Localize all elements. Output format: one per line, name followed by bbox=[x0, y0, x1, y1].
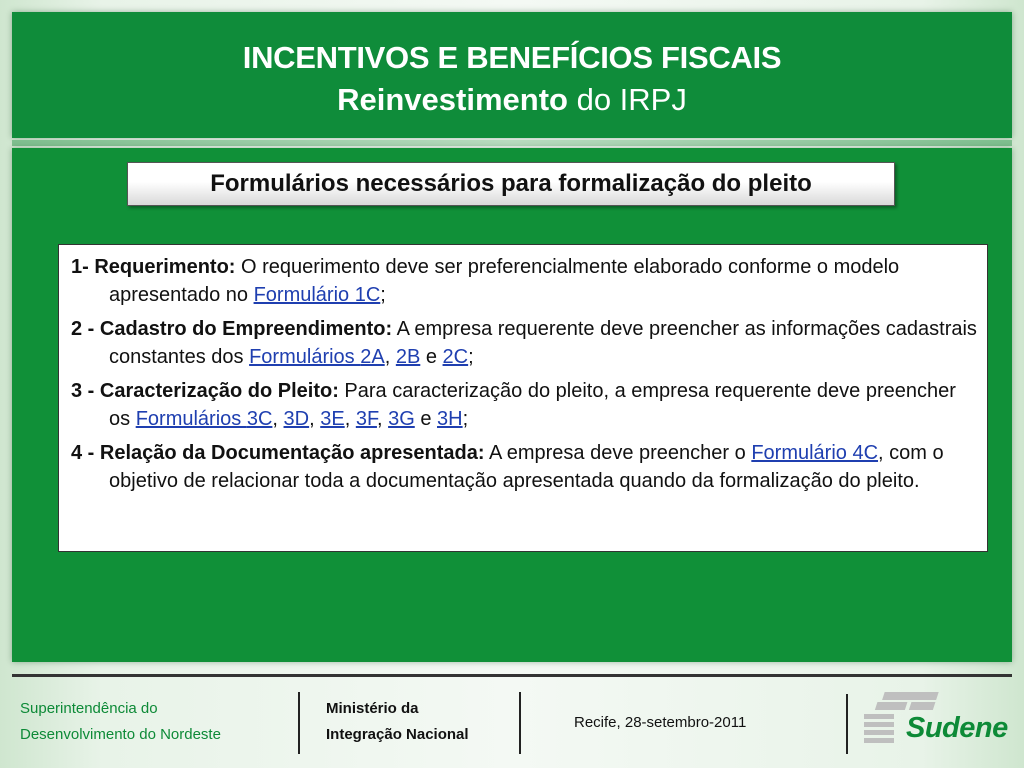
org-name bbox=[20, 696, 221, 748]
link-separator: , bbox=[376, 408, 389, 430]
link-separator: e bbox=[420, 346, 443, 368]
item-list bbox=[71, 253, 977, 501]
list-item-cadastro bbox=[71, 315, 977, 371]
item-text-end: ; bbox=[380, 284, 386, 306]
link-formulario-2c[interactable]: 2C bbox=[442, 346, 469, 368]
list-item-caracterizacao bbox=[71, 377, 977, 433]
slide-title: INCENTIVOS E BENEFÍCIOS FISCAIS bbox=[242, 40, 782, 75]
link-formulario-3h[interactable]: 3H bbox=[437, 408, 463, 430]
item-text-end: ; bbox=[468, 346, 474, 368]
footer-divider bbox=[846, 694, 848, 754]
link-formulario-3f[interactable]: 3F bbox=[355, 408, 377, 430]
link-separator: , bbox=[384, 346, 396, 368]
slide-header bbox=[12, 12, 1012, 138]
item-text: O requerimento deve ser preferencialmente elaborado conforme o modelo apresentado no bbox=[109, 256, 900, 306]
link-formulario-3g[interactable]: 3G bbox=[388, 408, 415, 430]
item-label: 4 - Relação da Documentação apresentada: bbox=[71, 442, 485, 464]
header-separator bbox=[12, 140, 1012, 146]
link-formulario-3d[interactable]: 3D bbox=[283, 408, 310, 430]
link-formulario-2a[interactable]: 2A bbox=[360, 346, 385, 368]
item-label: 1- Requerimento: bbox=[71, 256, 236, 278]
presentation-date: Recife, 28-setembro-2011 bbox=[574, 714, 747, 731]
ministry-line-1: Ministério da bbox=[326, 700, 419, 717]
section-heading: Formulários necessários para formalização do pleito bbox=[127, 162, 895, 206]
item-label: 2 - Cadastro do Empreendimento: bbox=[71, 318, 393, 340]
item-label: 3 - Caracterização do Pleito: bbox=[71, 380, 339, 402]
footer-rule bbox=[12, 674, 1012, 677]
org-line-2: Desenvolvimento do Nordeste bbox=[20, 726, 221, 743]
footer-divider bbox=[519, 692, 521, 754]
link-formulario-1c[interactable]: Formulário 1C bbox=[253, 284, 381, 306]
link-formulario-3c[interactable]: 3C bbox=[246, 408, 273, 430]
link-separator: , bbox=[344, 408, 356, 430]
item-text: A empresa requerente deve preencher as informações cadastrais constantes dos bbox=[109, 318, 977, 368]
slide-footer bbox=[0, 680, 1024, 768]
link-formulario-4c[interactable]: Formulário 4C bbox=[751, 442, 879, 464]
link-separator: e bbox=[414, 408, 438, 430]
list-item-requerimento bbox=[71, 253, 977, 309]
link-formulario-3e[interactable]: 3E bbox=[320, 408, 345, 430]
sudene-logo bbox=[862, 688, 1012, 752]
content-box bbox=[58, 244, 988, 552]
item-text: Para caracterização do pleito, a empresa requerente deve preencher os bbox=[109, 380, 956, 430]
org-line-1: Superintendência do bbox=[20, 700, 158, 717]
list-item-relacao bbox=[71, 439, 977, 495]
logo-wordmark: Sudene bbox=[906, 712, 1008, 744]
item-text-end: ; bbox=[462, 408, 469, 430]
title-rest-part: do IRPJ bbox=[567, 82, 687, 117]
item-text-end: , com o objetivo de relacionar toda a documentação apresentada quando da formalização do pleito. bbox=[109, 442, 944, 492]
link-formularios-prefix[interactable]: Formulários bbox=[249, 346, 361, 368]
link-formulario-2b[interactable]: 2B bbox=[395, 346, 421, 368]
link-separator: , bbox=[272, 408, 284, 430]
link-formularios-prefix[interactable]: Formulários bbox=[135, 408, 247, 430]
ministry-name bbox=[326, 696, 469, 748]
main-panel bbox=[12, 148, 1012, 662]
title-bold-part: Reinvestimento bbox=[337, 82, 568, 117]
item-text: A empresa deve preencher o bbox=[484, 442, 752, 464]
ministry-line-2: Integração Nacional bbox=[326, 726, 469, 743]
slide-subtitle-line bbox=[12, 82, 1012, 118]
link-separator: , bbox=[309, 408, 321, 430]
footer-divider bbox=[298, 692, 300, 754]
